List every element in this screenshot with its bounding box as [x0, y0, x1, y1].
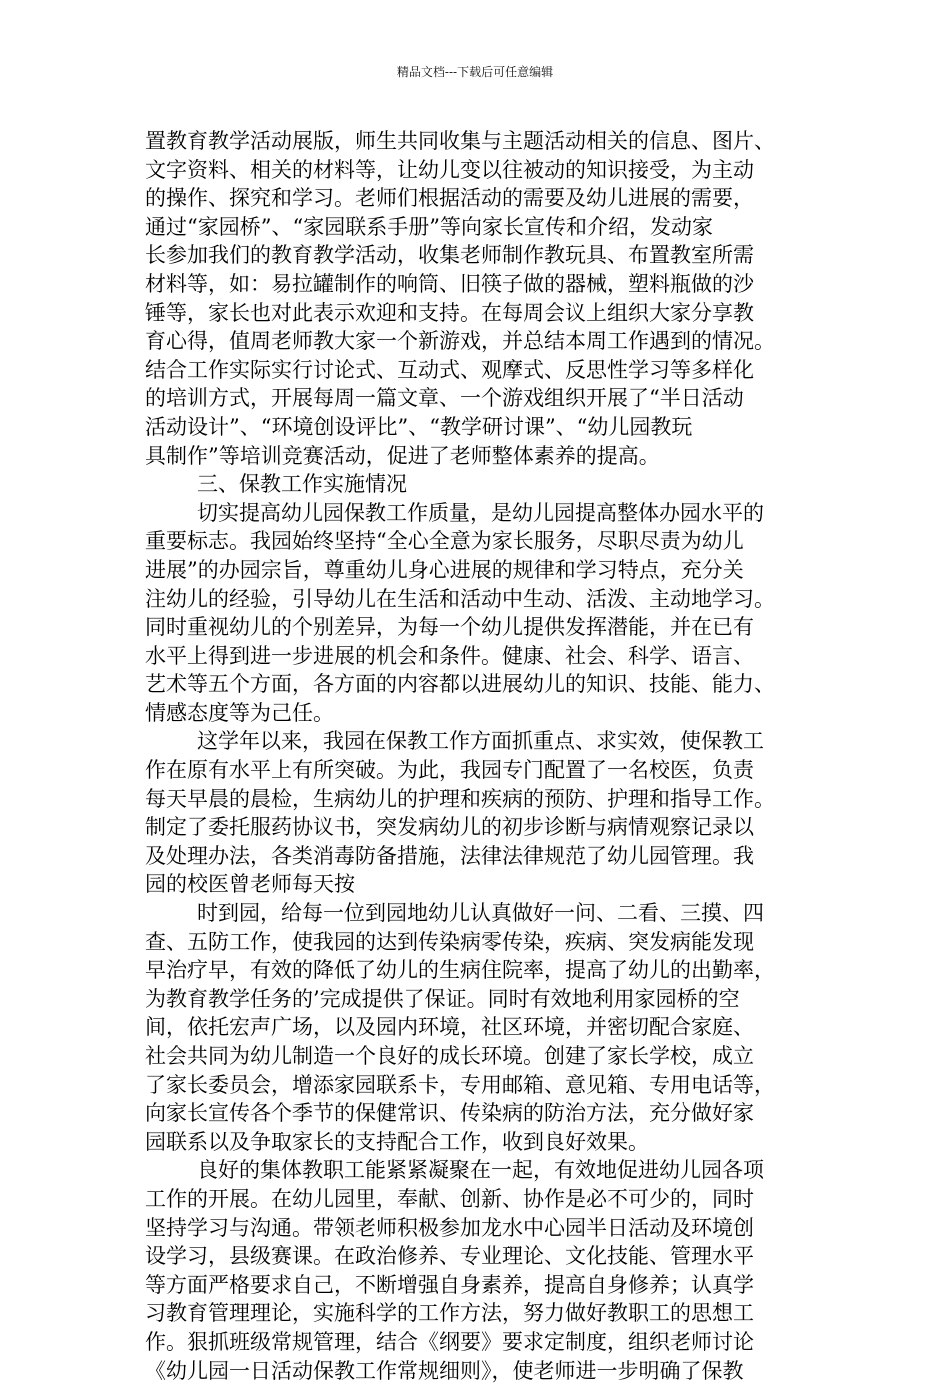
text-line: 锤等，家长也对此表示欢迎和支持。在每周会议上组织大家分享教 [145, 300, 754, 325]
document-body [145, 127, 811, 1385]
text-line: 作。狠抓班级常规管理，结合《纲要》要求定制度，组织老师讨论 [145, 1329, 754, 1354]
text-line: 习教育管理理论，实施科学的工作方法，努力做好教职工的思想工 [145, 1301, 754, 1326]
text-line: 同时重视幼儿的个别差异，为每一个幼儿提供发挥潜能，并在已有 [145, 615, 754, 640]
text-line: 切实提高幼儿园保教工作质量，是幼儿园提高整体办园水平的 [197, 500, 764, 525]
text-line: 置教育教学活动展版，师生共同收集与主题活动相关的信息、图片、 [145, 129, 775, 153]
text-line: 园的校医曾老师每天按 [145, 872, 355, 897]
text-line: 坚持学习与沟通。带领老师积极参加龙水中心园半日活动及环境创 [145, 1215, 754, 1240]
text-line: 重要标志。我园始终坚持“全心全意为家长服务，尽职尽责为幼儿 [145, 529, 744, 554]
text-line: 设学习，县级赛课。在政治修养、专业理论、文化技能、管理水平 [145, 1244, 754, 1269]
text-line: 制定了委托服药协议书，突发病幼儿的初步诊断与病情观察记录以 [145, 815, 754, 840]
text-line: 三、保教工作实施情况 [197, 472, 407, 497]
text-line: 育心得，值周老师教大家一个新游戏，并总结本周工作遇到的情况。 [145, 329, 775, 354]
text-line: 查、五防工作，使我园的达到传染病零传染，疾病、突发病能发现 [145, 929, 754, 954]
text-line: 早治疗早，有效的降低了幼儿的生病住院率，提高了幼儿的出勤率， [145, 958, 775, 983]
text-line: 了家长委员会，增添家园联系卡，专用邮箱、意见箱、专用电话等， [145, 1072, 775, 1097]
text-line: 的培训方式，开展每周一篇文章、一个游戏组织开展了“半日活动 [145, 386, 744, 411]
text-line: 良好的集体教职工能紧紧凝聚在一起，有效地促进幼儿园各项 [197, 1158, 764, 1183]
text-line: 等方面严格要求自己，不断增强自身素养，提高自身修养；认真学 [145, 1272, 754, 1297]
text-line: 及处理办法，各类消毒防备措施，法律法律规范了幼儿园管理。我 [145, 843, 754, 868]
text-line: 结合工作实际实行讨论式、互动式、观摩式、反思性学习等多样化 [145, 357, 754, 382]
text-line: 工作的开展。在幼儿园里，奉献、创新、协作是必不可少的，同时 [145, 1186, 754, 1211]
text-line: 社会共同为幼儿制造一个良好的成长环境。创建了家长学校，成立 [145, 1044, 754, 1068]
text-line: 园联系以及争取家长的支持配合工作，收到良好效果。 [145, 1129, 649, 1154]
text-line: 长参加我们的教育教学活动，收集老师制作教玩具、布置教室所需 [145, 243, 754, 268]
text-line: 为教育教学任务的’完成提供了保证。同时有效地利用家园桥的空 [145, 986, 740, 1011]
text-line: 艺术等五个方面，各方面的内容都以进展幼儿的知识、技能、能力、 [145, 672, 775, 697]
text-line: 具制作”等培训竞赛活动，促进了老师整体素养的提高。 [145, 443, 660, 468]
text-line: 间，依托宏声广场，以及园内环境，社区环境，并密切配合家庭、 [145, 1015, 754, 1040]
text-line: 情感态度等为己任。 [145, 700, 334, 725]
text-line: 《幼儿园一日活动保教工作常规细则》，使老师进一步明确了保教 [145, 1358, 744, 1383]
text-line: 水平上得到进一步进展的机会和条件。健康、社会、科学、语言、 [145, 643, 754, 668]
text-line: 作在原有水平上有所突破。为此，我园专门配置了一名校医，负责 [145, 758, 754, 783]
page-header: 精品文档---下载后可任意编辑 [396, 65, 554, 79]
text-line: 通过“家园桥”、“家园联系手册”等向家长宣传和介绍，发动家 [145, 214, 713, 239]
text-line: 这学年以来，我园在保教工作方面抓重点、求实效，使保教工 [197, 729, 764, 754]
text-line: 向家长宣传各个季节的保健常识、传染病的防治方法，充分做好家 [145, 1101, 754, 1126]
text-line: 文字资料、相关的材料等，让幼儿变以往被动的知识接受，为主动 [145, 157, 754, 182]
text-line: 活动设计”、“环境创设评比”、“教学研讨课”、“幼儿园教玩 [145, 414, 693, 439]
text-line: 材料等，如：易拉罐制作的响筒、旧筷子做的器械，塑料瓶做的沙 [145, 271, 754, 296]
text-line: 时到园，给每一位到园地幼儿认真做好一问、二看、三摸、四 [197, 901, 764, 926]
text-line: 的操作、探究和学习。老师们根据活动的需要及幼儿进展的需要， [145, 186, 754, 211]
text-line: 每天早晨的晨检，生病幼儿的护理和疾病的预防、护理和指导工作。 [145, 786, 775, 811]
text-line: 进展”的办园宗旨，尊重幼儿身心进展的规律和学习特点，充分关 [145, 557, 744, 582]
text-line: 注幼儿的经验，引导幼儿在生活和活动中生动、活泼、主动地学习。 [145, 586, 775, 611]
